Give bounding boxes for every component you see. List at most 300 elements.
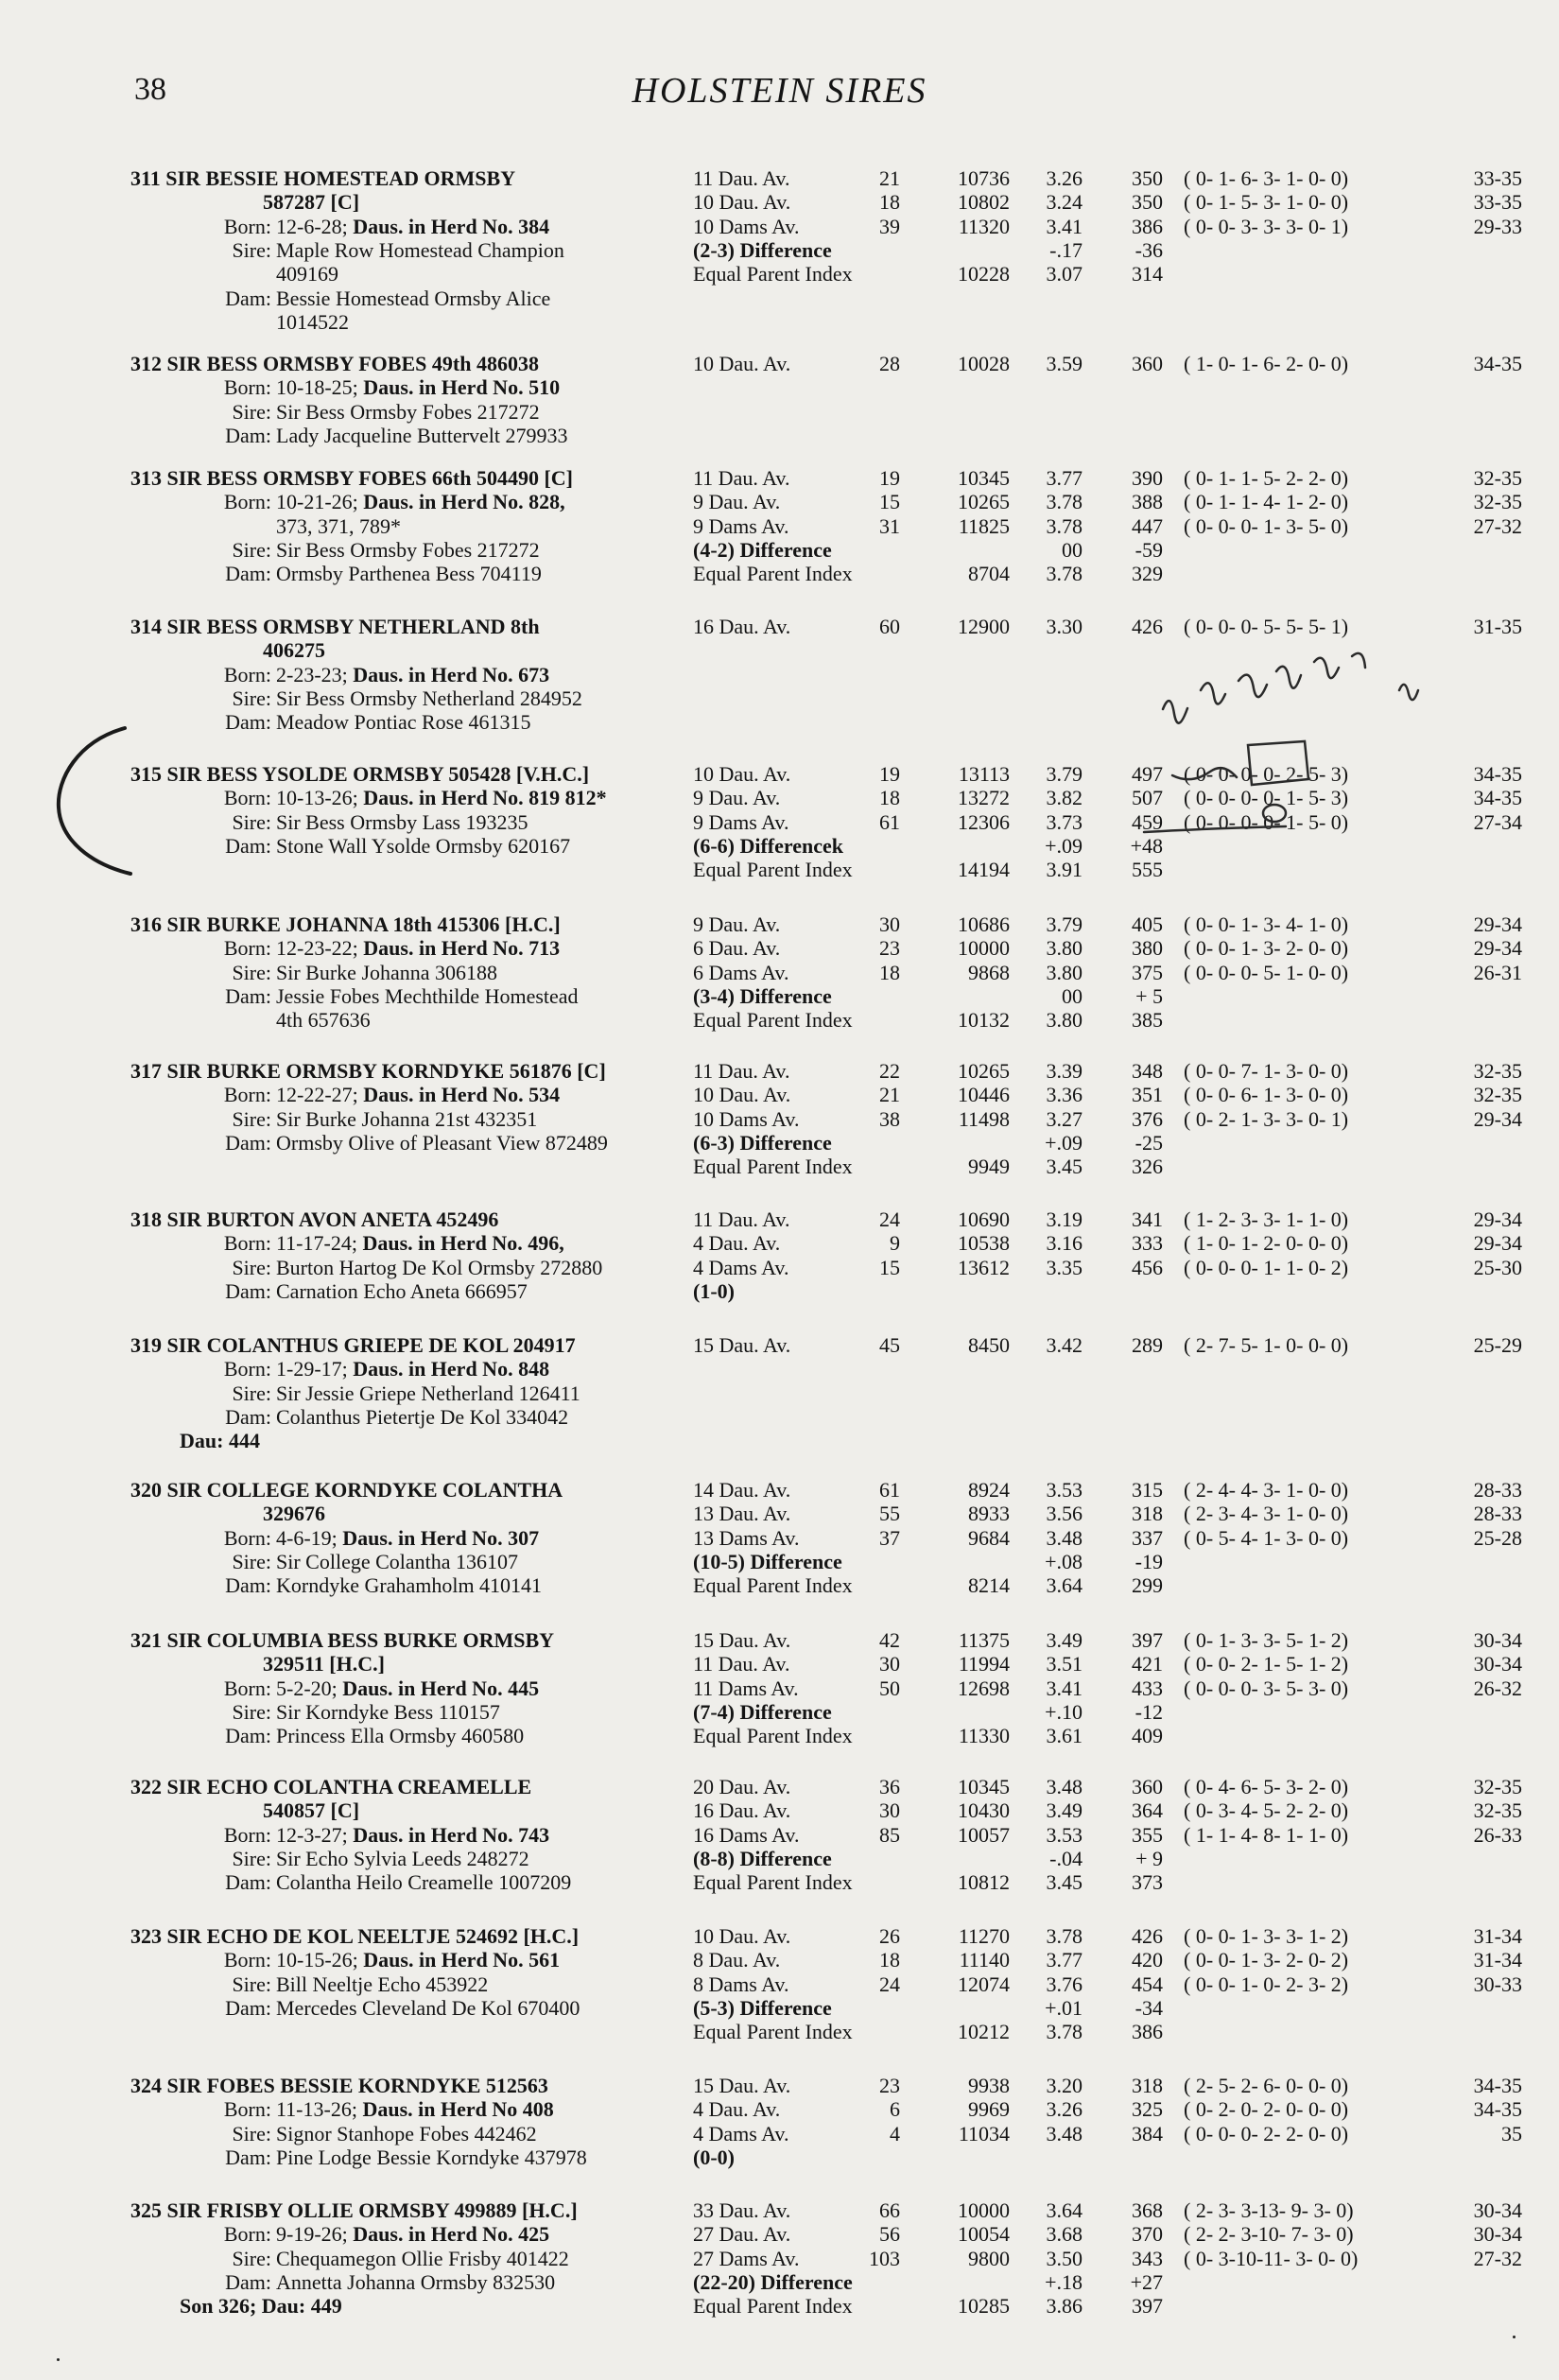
record-label: 20 Dau. Av. bbox=[693, 1775, 791, 1798]
fat-percent: 3.80 bbox=[1046, 1008, 1083, 1033]
fat-percent: 3.80 bbox=[1046, 960, 1083, 984]
pedigree-label: Sire: bbox=[232, 1255, 271, 1279]
record-label: 9 Dams Av. bbox=[693, 513, 789, 538]
milk-lbs: 10132 bbox=[958, 1008, 1010, 1033]
fat-percent: 3.86 bbox=[1046, 2294, 1083, 2319]
milk-lbs: 13272 bbox=[958, 786, 1010, 810]
age-range: 28-33 bbox=[1473, 1502, 1522, 1526]
age-range: 25-30 bbox=[1473, 1255, 1522, 1279]
pedigree-label: Sire: bbox=[232, 399, 271, 424]
fat-percent: 3.35 bbox=[1046, 1255, 1083, 1279]
milk-lbs: 12306 bbox=[958, 809, 1010, 834]
age-range: 29-33 bbox=[1473, 214, 1522, 238]
pedigree-value: 4th 657636 bbox=[276, 1008, 371, 1033]
milk-lbs: 10430 bbox=[958, 1798, 1010, 1823]
fat-lbs: 373 bbox=[1132, 1870, 1163, 1895]
record-count: 38 bbox=[879, 1106, 900, 1131]
fat-percent: 3.53 bbox=[1046, 1478, 1083, 1502]
record-label: (22-20) Difference bbox=[693, 2269, 853, 2294]
age-range: 32-35 bbox=[1473, 1059, 1522, 1083]
fat-percent: 3.78 bbox=[1046, 1924, 1083, 1948]
record-count: 103 bbox=[869, 2246, 900, 2270]
pedigree-label: Born: bbox=[223, 1231, 271, 1256]
record-label: 15 Dau. Av. bbox=[693, 1333, 791, 1357]
fat-percent: 3.45 bbox=[1046, 1155, 1083, 1179]
record-label: (5-3) Difference bbox=[693, 1995, 832, 2020]
age-range: 34-35 bbox=[1473, 2074, 1522, 2097]
record-count: 22 bbox=[879, 1059, 900, 1083]
record-label: Equal Parent Index bbox=[693, 1870, 853, 1895]
fat-lbs: 421 bbox=[1132, 1652, 1163, 1676]
herd-reference: Daus. in Herd No. 713 bbox=[363, 936, 561, 961]
pedigree-label: Dam: bbox=[225, 286, 271, 310]
record-count: 21 bbox=[879, 166, 900, 190]
herd-reference: Daus. in Herd No. 673 bbox=[353, 662, 550, 686]
fat-lbs: + 9 bbox=[1135, 1846, 1163, 1870]
fat-lbs: 360 bbox=[1132, 1775, 1163, 1798]
pedigree-value: 1-29-17; Daus. in Herd No. 848 bbox=[276, 1357, 550, 1381]
pedigree-value: 10-13-26; Daus. in Herd No. 819 812* bbox=[276, 786, 607, 810]
milk-lbs: 13612 bbox=[958, 1255, 1010, 1279]
fat-lbs: 360 bbox=[1132, 352, 1163, 375]
record-count: 36 bbox=[879, 1775, 900, 1798]
record-label: 15 Dau. Av. bbox=[693, 2074, 791, 2097]
pedigree-value: Carnation Echo Aneta 666957 bbox=[276, 1278, 528, 1303]
sire-name-text: 319 SIR COLANTHUS GRIEPE DE KOL 204917 bbox=[130, 1333, 576, 1357]
record-label: Equal Parent Index bbox=[693, 562, 853, 586]
record-label: 16 Dams Av. bbox=[693, 1822, 800, 1847]
pedigree-label: Sire: bbox=[232, 2121, 271, 2145]
pedigree-label: Sire: bbox=[232, 960, 271, 984]
pedigree-value: 4-6-19; Daus. in Herd No. 307 bbox=[276, 1525, 540, 1550]
age-range: 34-35 bbox=[1473, 352, 1522, 375]
record-label: 6 Dams Av. bbox=[693, 960, 789, 984]
milk-lbs: 10736 bbox=[958, 166, 1010, 190]
sire-name-text: 312 SIR BESS ORMSBY FOBES 49th 486038 bbox=[130, 352, 539, 375]
fat-lbs: 454 bbox=[1132, 1972, 1163, 1996]
record-label: 8 Dau. Av. bbox=[693, 1948, 781, 1972]
pedigree-label: Sire: bbox=[232, 686, 271, 710]
record-count: 50 bbox=[879, 1676, 900, 1700]
sire-name-text: 317 SIR BURKE ORMSBY KORNDYKE 561876 [C] bbox=[130, 1059, 606, 1083]
sire-name-text: 322 SIR ECHO COLANTHA CREAMELLE bbox=[130, 1775, 532, 1798]
pedigree-label: Sire: bbox=[232, 1846, 271, 1870]
milk-lbs: 10000 bbox=[958, 936, 1010, 961]
fat-percent: 3.41 bbox=[1046, 214, 1083, 238]
classification-counts: ( 1- 2- 3- 3- 1- 1- 0) bbox=[1184, 1207, 1349, 1231]
fat-lbs: 459 bbox=[1132, 809, 1163, 834]
herd-reference: Daus. in Herd No. 534 bbox=[363, 1083, 561, 1107]
pedigree-label: Born: bbox=[223, 1948, 271, 1972]
age-range: 30-34 bbox=[1473, 2222, 1522, 2247]
record-label: (8-8) Difference bbox=[693, 1846, 832, 1870]
print-speck bbox=[1513, 2336, 1516, 2338]
pedigree-value: 2-23-23; Daus. in Herd No. 673 bbox=[276, 662, 550, 686]
milk-lbs: 9684 bbox=[968, 1525, 1010, 1550]
pedigree-value: Bill Neeltje Echo 453922 bbox=[276, 1972, 489, 1996]
record-label: 10 Dau. Av. bbox=[693, 352, 791, 375]
classification-counts: ( 0- 0- 0- 1- 3- 5- 0) bbox=[1184, 513, 1349, 538]
fat-lbs: 405 bbox=[1132, 912, 1163, 936]
fat-percent: 3.53 bbox=[1046, 1822, 1083, 1847]
pedigree-value: Colanthus Pietertje De Kol 334042 bbox=[276, 1404, 569, 1429]
fat-lbs: 420 bbox=[1132, 1948, 1163, 1972]
record-label: 11 Dau. Av. bbox=[693, 466, 790, 490]
fat-percent: 3.64 bbox=[1046, 2198, 1083, 2222]
fat-percent: 3.80 bbox=[1046, 936, 1083, 961]
milk-lbs: 8924 bbox=[968, 1478, 1010, 1502]
fat-lbs: 370 bbox=[1132, 2222, 1163, 2247]
pedigree-value: 12-6-28; Daus. in Herd No. 384 bbox=[276, 214, 550, 238]
fat-percent: 3.64 bbox=[1046, 1573, 1083, 1598]
age-range: 31-34 bbox=[1473, 1924, 1522, 1948]
pedigree-value: Sir Echo Sylvia Leeds 248272 bbox=[276, 1846, 529, 1870]
milk-lbs: 10802 bbox=[958, 190, 1010, 215]
age-range: 31-34 bbox=[1473, 1948, 1522, 1972]
pedigree-value: Ormsby Parthenea Bess 704119 bbox=[276, 562, 542, 586]
pedigree-label: Dam: bbox=[225, 2269, 271, 2294]
age-range: 30-34 bbox=[1473, 1652, 1522, 1676]
sire-name-text: 314 SIR BESS ORMSBY NETHERLAND 8th bbox=[130, 615, 540, 638]
record-count: 66 bbox=[879, 2198, 900, 2222]
pedigree-value: Sir College Colantha 136107 bbox=[276, 1549, 519, 1573]
fat-lbs: 337 bbox=[1132, 1525, 1163, 1550]
herd-reference: Daus. in Herd No. 561 bbox=[363, 1948, 561, 1972]
record-label: 11 Dams Av. bbox=[693, 1676, 799, 1700]
pedigree-label: Born: bbox=[223, 375, 271, 400]
record-count: 39 bbox=[879, 214, 900, 238]
record-count: 42 bbox=[879, 1628, 900, 1652]
record-label: 33 Dau. Av. bbox=[693, 2198, 791, 2222]
age-range: 26-33 bbox=[1473, 1822, 1522, 1847]
classification-counts: ( 0- 4- 6- 5- 3- 2- 0) bbox=[1184, 1775, 1349, 1798]
pedigree-value: Pine Lodge Bessie Korndyke 437978 bbox=[276, 2145, 587, 2169]
record-label: 10 Dau. Av. bbox=[693, 1924, 791, 1948]
classification-counts: ( 2- 4- 4- 3- 1- 0- 0) bbox=[1184, 1478, 1349, 1502]
fat-percent: 3.30 bbox=[1046, 615, 1083, 638]
pedigree-label: Born: bbox=[223, 1083, 271, 1107]
fat-lbs: 351 bbox=[1132, 1083, 1163, 1107]
fat-percent: 3.36 bbox=[1046, 1083, 1083, 1107]
herd-reference: Daus. in Herd No. 743 bbox=[353, 1822, 550, 1847]
record-label: 11 Dau. Av. bbox=[693, 1207, 790, 1231]
fat-lbs: 388 bbox=[1132, 490, 1163, 514]
record-count: 19 bbox=[879, 466, 900, 490]
pedigree-value: 10-18-25; Daus. in Herd No. 510 bbox=[276, 375, 561, 400]
sire-registration-text: 406275 bbox=[263, 638, 325, 663]
classification-counts: ( 0- 1- 1- 4- 1- 2- 0) bbox=[1184, 490, 1349, 514]
fat-lbs: 315 bbox=[1132, 1478, 1163, 1502]
record-count: 85 bbox=[879, 1822, 900, 1847]
milk-lbs: 8214 bbox=[968, 1573, 1010, 1598]
classification-counts: ( 0- 0- 1- 3- 2- 0- 2) bbox=[1184, 1948, 1349, 1972]
record-label: 15 Dau. Av. bbox=[693, 1628, 791, 1652]
milk-lbs: 10538 bbox=[958, 1231, 1010, 1256]
fat-percent: +.01 bbox=[1045, 1995, 1083, 2020]
fat-lbs: 355 bbox=[1132, 1822, 1163, 1847]
pedigree-value: 10-21-26; Daus. in Herd No. 828, bbox=[276, 490, 565, 514]
pedigree-value: 12-3-27; Daus. in Herd No. 743 bbox=[276, 1822, 550, 1847]
age-range: 32-35 bbox=[1473, 1083, 1522, 1107]
record-label: 11 Dau. Av. bbox=[693, 166, 790, 190]
milk-lbs: 10812 bbox=[958, 1870, 1010, 1895]
pedigree-value: Meadow Pontiac Rose 461315 bbox=[276, 710, 531, 735]
record-count: 19 bbox=[879, 762, 900, 786]
classification-counts: ( 2- 2- 3-10- 7- 3- 0) bbox=[1184, 2222, 1354, 2247]
herd-reference: Daus. in Herd No. 848 bbox=[353, 1357, 550, 1381]
record-label: 16 Dau. Av. bbox=[693, 1798, 791, 1823]
fat-lbs: 325 bbox=[1132, 2097, 1163, 2122]
fat-lbs: 507 bbox=[1132, 786, 1163, 810]
pedigree-label: Dam: bbox=[225, 710, 271, 735]
sire-name-text: 321 SIR COLUMBIA BESS BURKE ORMSBY bbox=[130, 1628, 555, 1652]
age-range: 33-35 bbox=[1473, 166, 1522, 190]
age-range: 30-34 bbox=[1473, 1628, 1522, 1652]
pedigree-label: Dam: bbox=[225, 833, 271, 858]
fat-lbs: -34 bbox=[1135, 1995, 1163, 2020]
pedigree-value: Princess Ella Ormsby 460580 bbox=[276, 1724, 525, 1748]
offspring-note-text: Dau: 444 bbox=[180, 1429, 260, 1453]
milk-lbs: 11034 bbox=[958, 2121, 1010, 2145]
pedigree-label: Sire: bbox=[232, 537, 271, 562]
fat-lbs: 375 bbox=[1132, 960, 1163, 984]
classification-counts: ( 1- 0- 1- 6- 2- 0- 0) bbox=[1184, 352, 1349, 375]
pedigree-value: Sir Burke Johanna 306188 bbox=[276, 960, 498, 984]
classification-counts: ( 0- 3-10-11- 3- 0- 0) bbox=[1184, 2246, 1359, 2270]
pedigree-label: Sire: bbox=[232, 809, 271, 834]
sire-name-text: 315 SIR BESS YSOLDE ORMSBY 505428 [V.H.C.] bbox=[130, 762, 590, 786]
age-range: 25-28 bbox=[1473, 1525, 1522, 1550]
classification-counts: ( 2- 3- 4- 3- 1- 0- 0) bbox=[1184, 1502, 1349, 1526]
page-number: 38 bbox=[134, 72, 166, 107]
record-label: 10 Dams Av. bbox=[693, 214, 800, 238]
age-range: 26-32 bbox=[1473, 1676, 1522, 1700]
fat-percent: 3.07 bbox=[1046, 262, 1083, 287]
pedigree-label: Born: bbox=[223, 490, 271, 514]
fat-percent: +.18 bbox=[1045, 2269, 1083, 2294]
fat-lbs: -36 bbox=[1135, 237, 1163, 262]
milk-lbs: 10028 bbox=[958, 352, 1010, 375]
milk-lbs: 11140 bbox=[959, 1948, 1010, 1972]
pedigree-label: Born: bbox=[223, 1525, 271, 1550]
fat-lbs: 326 bbox=[1132, 1155, 1163, 1179]
pedigree-value: Signor Stanhope Fobes 442462 bbox=[276, 2121, 537, 2145]
classification-counts: ( 0- 0- 3- 3- 3- 0- 1) bbox=[1184, 214, 1349, 238]
pedigree-label: Born: bbox=[223, 1357, 271, 1381]
sire-name-text: 316 SIR BURKE JOHANNA 18th 415306 [H.C.] bbox=[130, 912, 561, 936]
fat-lbs: 433 bbox=[1132, 1676, 1163, 1700]
fat-lbs: -59 bbox=[1135, 537, 1163, 562]
fat-lbs: 318 bbox=[1132, 2074, 1163, 2097]
pedigree-value: 12-23-22; Daus. in Herd No. 713 bbox=[276, 936, 561, 961]
fat-lbs: 376 bbox=[1132, 1106, 1163, 1131]
record-label: 9 Dau. Av. bbox=[693, 490, 781, 514]
classification-counts: ( 0- 0- 0- 5- 1- 0- 0) bbox=[1184, 960, 1349, 984]
fat-percent: 3.26 bbox=[1046, 2097, 1083, 2122]
sire-name-text: 320 SIR COLLEGE KORNDYKE COLANTHA bbox=[130, 1478, 563, 1502]
fat-lbs: 333 bbox=[1132, 1231, 1163, 1256]
fat-percent: 3.26 bbox=[1046, 166, 1083, 190]
record-label: (3-4) Difference bbox=[693, 983, 832, 1008]
classification-counts: ( 0- 0- 1- 3- 3- 1- 2) bbox=[1184, 1924, 1349, 1948]
record-label: (7-4) Difference bbox=[693, 1699, 832, 1724]
pedigree-label: Dam: bbox=[225, 562, 271, 586]
fat-lbs: 350 bbox=[1132, 166, 1163, 190]
record-label: (4-2) Difference bbox=[693, 537, 832, 562]
fat-percent: 3.56 bbox=[1046, 1502, 1083, 1526]
fat-percent: 3.48 bbox=[1046, 1775, 1083, 1798]
fat-percent: 3.48 bbox=[1046, 2121, 1083, 2145]
record-count: 24 bbox=[879, 1207, 900, 1231]
fat-percent: 3.50 bbox=[1046, 2246, 1083, 2270]
record-count: 37 bbox=[879, 1525, 900, 1550]
record-label: 6 Dau. Av. bbox=[693, 936, 781, 961]
record-label: Equal Parent Index bbox=[693, 1573, 853, 1598]
fat-percent: 3.77 bbox=[1046, 1948, 1083, 1972]
fat-percent: 00 bbox=[1062, 537, 1083, 562]
record-count: 26 bbox=[879, 1924, 900, 1948]
pedigree-value: Mercedes Cleveland De Kol 670400 bbox=[276, 1995, 580, 2020]
record-label: 9 Dau. Av. bbox=[693, 912, 781, 936]
record-label: 10 Dau. Av. bbox=[693, 1083, 791, 1107]
classification-counts: ( 0- 0- 1- 3- 2- 0- 0) bbox=[1184, 936, 1349, 961]
pedigree-value: 1014522 bbox=[276, 309, 349, 334]
record-count: 28 bbox=[879, 352, 900, 375]
milk-lbs: 10686 bbox=[958, 912, 1010, 936]
fat-percent: +.08 bbox=[1045, 1549, 1083, 1573]
herd-reference: Daus. in Herd No 408 bbox=[362, 2097, 554, 2122]
age-range: 32-35 bbox=[1473, 466, 1522, 490]
pedigree-value: 409169 bbox=[276, 262, 338, 287]
record-label: 4 Dams Av. bbox=[693, 1255, 789, 1279]
record-label: 4 Dau. Av. bbox=[693, 1231, 781, 1256]
record-label: 9 Dams Av. bbox=[693, 809, 789, 834]
milk-lbs: 11498 bbox=[958, 1106, 1010, 1131]
fat-lbs: 426 bbox=[1132, 615, 1163, 638]
pedigree-label: Dam: bbox=[225, 2145, 271, 2169]
age-range: 27-32 bbox=[1473, 2246, 1522, 2270]
record-label: Equal Parent Index bbox=[693, 2294, 853, 2319]
fat-lbs: 497 bbox=[1132, 762, 1163, 786]
milk-lbs: 10265 bbox=[958, 1059, 1010, 1083]
pedigree-value: Sir Jessie Griepe Netherland 126411 bbox=[276, 1381, 580, 1405]
milk-lbs: 8933 bbox=[968, 1502, 1010, 1526]
fat-lbs: 390 bbox=[1132, 466, 1163, 490]
fat-percent: +.09 bbox=[1045, 833, 1083, 858]
herd-reference: Daus. in Herd No. 496, bbox=[362, 1231, 564, 1256]
fat-percent: 3.61 bbox=[1046, 1724, 1083, 1748]
pedigree-label: Born: bbox=[223, 786, 271, 810]
fat-percent: 3.78 bbox=[1046, 513, 1083, 538]
page-title: HOLSTEIN SIRES bbox=[632, 71, 927, 111]
margin-bracket-mark bbox=[49, 722, 134, 878]
milk-lbs: 12074 bbox=[958, 1972, 1010, 1996]
pedigree-label: Dam: bbox=[225, 1724, 271, 1748]
sire-name-text: 324 SIR FOBES BESSIE KORNDYKE 512563 bbox=[130, 2074, 548, 2097]
fat-lbs: 299 bbox=[1132, 1573, 1163, 1598]
age-range: 33-35 bbox=[1473, 190, 1522, 215]
record-count: 31 bbox=[879, 513, 900, 538]
pedigree-value: 10-15-26; Daus. in Herd No. 561 bbox=[276, 1948, 561, 1972]
record-count: 9 bbox=[890, 1231, 900, 1256]
pedigree-value: Sir Burke Johanna 21st 432351 bbox=[276, 1106, 538, 1131]
fat-percent: 3.49 bbox=[1046, 1798, 1083, 1823]
record-count: 23 bbox=[879, 2074, 900, 2097]
fat-percent: 3.51 bbox=[1046, 1652, 1083, 1676]
fat-percent: 3.78 bbox=[1046, 490, 1083, 514]
milk-lbs: 9949 bbox=[968, 1155, 1010, 1179]
milk-lbs: 12900 bbox=[958, 615, 1010, 638]
milk-lbs: 11320 bbox=[958, 214, 1010, 238]
herd-reference: Daus. in Herd No. 384 bbox=[353, 214, 550, 238]
record-label: 13 Dams Av. bbox=[693, 1525, 800, 1550]
milk-lbs: 8450 bbox=[968, 1333, 1010, 1357]
milk-lbs: 9938 bbox=[968, 2074, 1010, 2097]
pedigree-value: Sir Bess Ormsby Fobes 217272 bbox=[276, 537, 540, 562]
classification-counts: ( 2- 3- 3-13- 9- 3- 0) bbox=[1184, 2198, 1354, 2222]
pedigree-label: Dam: bbox=[225, 423, 271, 447]
pedigree-label: Dam: bbox=[225, 1995, 271, 2020]
classification-counts: ( 0- 0- 7- 1- 3- 0- 0) bbox=[1184, 1059, 1349, 1083]
record-label: (1-0) bbox=[693, 1278, 735, 1303]
fat-lbs: 368 bbox=[1132, 2198, 1163, 2222]
fat-lbs: 384 bbox=[1132, 2121, 1163, 2145]
record-label: Equal Parent Index bbox=[693, 858, 853, 882]
herd-reference: Daus. in Herd No. 819 812* bbox=[363, 786, 607, 810]
fat-percent: 3.16 bbox=[1046, 1231, 1083, 1256]
record-count: 6 bbox=[890, 2097, 900, 2122]
pedigree-label: Sire: bbox=[232, 237, 271, 262]
milk-lbs: 11330 bbox=[958, 1724, 1010, 1748]
record-label: 9 Dau. Av. bbox=[693, 786, 781, 810]
fat-percent: 3.59 bbox=[1046, 352, 1083, 375]
milk-lbs: 10057 bbox=[958, 1822, 1010, 1847]
age-range: 27-34 bbox=[1473, 809, 1522, 834]
age-range: 30-33 bbox=[1473, 1972, 1522, 1996]
fat-percent: 3.39 bbox=[1046, 1059, 1083, 1083]
pedigree-value: Sir Bess Ormsby Netherland 284952 bbox=[276, 686, 582, 710]
record-label: Equal Parent Index bbox=[693, 1724, 853, 1748]
classification-counts: ( 0- 0- 0- 3- 5- 3- 0) bbox=[1184, 1676, 1349, 1700]
milk-lbs: 10212 bbox=[958, 2020, 1010, 2044]
record-count: 24 bbox=[879, 1972, 900, 1996]
fat-lbs: 385 bbox=[1132, 1008, 1163, 1033]
fat-percent: 00 bbox=[1062, 983, 1083, 1008]
classification-counts: ( 0- 0- 0- 0- 1- 5- 3) bbox=[1184, 786, 1349, 810]
milk-lbs: 12698 bbox=[958, 1676, 1010, 1700]
fat-lbs: 314 bbox=[1132, 262, 1163, 287]
age-range: 29-34 bbox=[1473, 1106, 1522, 1131]
pedigree-label: Born: bbox=[223, 1676, 271, 1700]
print-speck bbox=[57, 2358, 60, 2361]
milk-lbs: 10228 bbox=[958, 262, 1010, 287]
pedigree-value: 11-13-26; Daus. in Herd No 408 bbox=[276, 2097, 554, 2122]
pedigree-label: Dam: bbox=[225, 1870, 271, 1895]
age-range: 32-35 bbox=[1473, 1775, 1522, 1798]
sire-registration-text: 329676 bbox=[263, 1502, 325, 1526]
fat-lbs: 289 bbox=[1132, 1333, 1163, 1357]
fat-percent: 3.19 bbox=[1046, 1207, 1083, 1231]
pedigree-value: Lady Jacqueline Buttervelt 279933 bbox=[276, 423, 568, 447]
sire-name-text: 318 SIR BURTON AVON ANETA 452496 bbox=[130, 1207, 499, 1231]
pedigree-value: Korndyke Grahamholm 410141 bbox=[276, 1573, 543, 1598]
pedigree-label: Sire: bbox=[232, 2246, 271, 2270]
record-count: 30 bbox=[879, 1652, 900, 1676]
fat-lbs: +27 bbox=[1130, 2269, 1163, 2294]
herd-reference: Daus. in Herd No. 425 bbox=[353, 2222, 550, 2247]
fat-percent: 3.24 bbox=[1046, 190, 1083, 215]
fat-percent: 3.78 bbox=[1046, 562, 1083, 586]
